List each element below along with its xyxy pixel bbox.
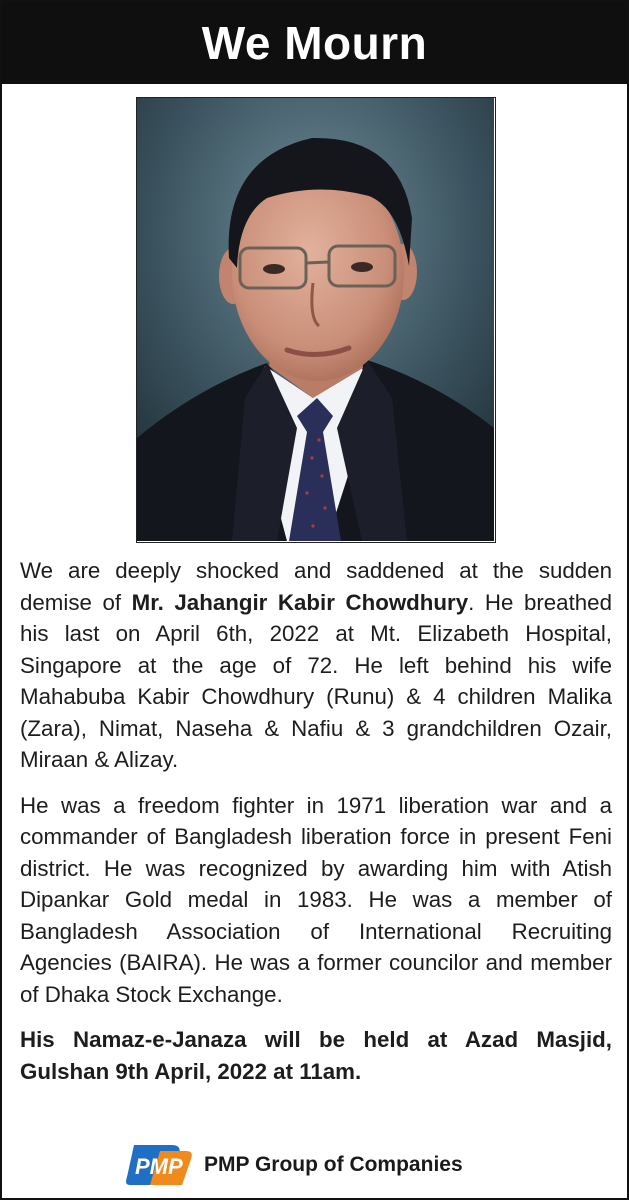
portrait-photo [136, 97, 496, 543]
pmp-logo-icon [126, 1141, 192, 1189]
logo-text: PMP [135, 1154, 183, 1179]
paragraph-1 [20, 555, 612, 776]
company-name: PMP Group of Companies [204, 1153, 463, 1176]
page-title: We Mourn [2, 2, 627, 84]
company-footer [126, 1140, 463, 1190]
biography-text: . He breathed his last on April 6th, 2022 at Mt. Elizabeth Hospital, Singapore at the age of 72. He left behind his wife Mahabuba Kabir Chowdhury (Runu) & 4 children Malika (Zara), Nimat, Naseha & Nafiu & 3 grandchildren Ozair, Miraan & Alizay. [20, 589, 612, 772]
paragraph-2: He was a freedom fighter in 1971 liberation war and a commander of Bangladesh liberation force in present Feni district. He was recognized by awarding him with Atish Dipankar Gold medal in 1983. He was a member of Bangladesh Association of International Recruiting Agencies (BAIRA). He was a former councilor and member of Dhaka Stock Exchange. [20, 792, 612, 1007]
deceased-name: Mr. Jahangir Kabir Chowdhury [131, 589, 469, 615]
funeral-notice: His Namaz-e-Janaza will be held at Azad Masjid, Gulshan 9th April, 2022 at 11am. [20, 1027, 612, 1084]
intro-text: We are deeply shocked and saddened at the sudden demise of [20, 558, 612, 615]
obituary-text [20, 555, 612, 1101]
